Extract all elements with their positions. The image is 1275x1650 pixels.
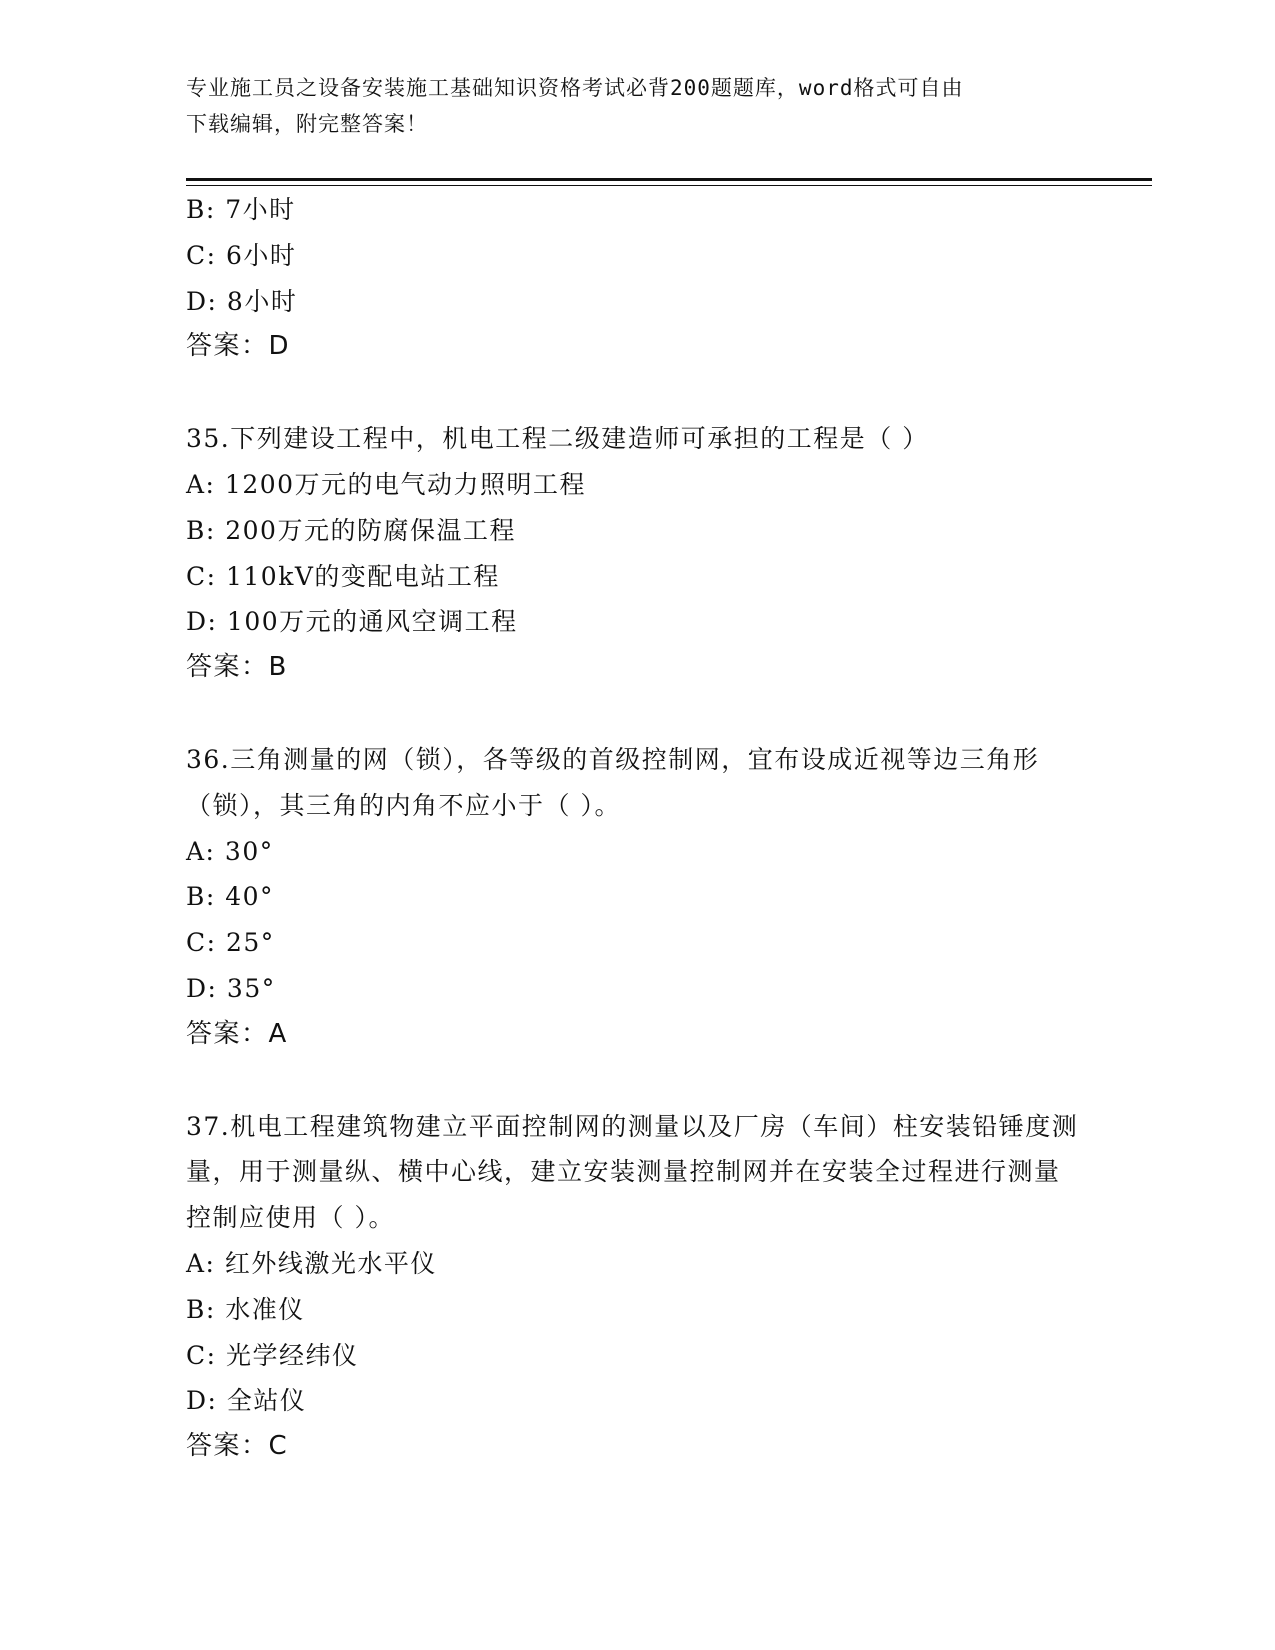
option-b: B: 7小时 — [186, 195, 296, 224]
question-block-35 — [186, 416, 1086, 691]
header-line-2: 下载编辑，附完整答案！ — [186, 112, 428, 136]
answer-line: 答案：A — [186, 1018, 288, 1049]
option-c: C: 光学经纬仪 — [186, 1340, 359, 1370]
option-d: D: 全站仪 — [186, 1386, 307, 1416]
option-b: B: 200万元的防腐保温工程 — [186, 515, 516, 545]
option-c: C: 25° — [186, 928, 275, 958]
header-divider-thick — [186, 178, 1152, 181]
question-block-previous — [186, 187, 1086, 370]
option-a: A: 1200万元的电气动力照明工程 — [186, 469, 587, 499]
option-b: B: 40° — [186, 882, 275, 912]
question-text: 37.机电工程建筑物建立平面控制网的测量以及厂房（车间）柱安装铅锤度测量，用于测量纵、横中心线，建立安装测量控制网并在安装全过程进行测量控制应使用（ ）。 — [186, 1111, 1079, 1233]
question-block-36 — [186, 737, 1086, 1058]
question-block-37 — [186, 1104, 1086, 1470]
option-d: D: 100万元的通风空调工程 — [186, 607, 518, 637]
header-divider-thin — [186, 185, 1152, 186]
question-list — [186, 187, 1086, 1470]
answer-line: 答案：D — [186, 331, 291, 362]
answer-line: 答案：C — [186, 1431, 289, 1462]
answer-line: 答案：B — [186, 652, 288, 683]
question-text: 35.下列建设工程中，机电工程二级建造师可承担的工程是（ ） — [186, 424, 929, 454]
option-a: A: 30° — [186, 836, 274, 866]
option-b: B: 水准仪 — [186, 1294, 305, 1324]
option-d: D: 8小时 — [186, 286, 298, 316]
header-line-1: 专业施工员之设备安装施工基础知识资格考试必背200题题库，word格式可自由 — [186, 76, 964, 100]
option-c: C: 110kV的变配电站工程 — [186, 561, 500, 591]
option-a: A: 红外线激光水平仪 — [186, 1248, 437, 1278]
option-c: C: 6小时 — [186, 240, 297, 270]
question-text: 36.三角测量的网（锁），各等级的首级控制网，宜布设成近视等边三角形（锁），其三角的内角不应小于（ ）。 — [186, 744, 1040, 820]
option-d: D: 35° — [186, 973, 276, 1003]
document-header — [186, 70, 1066, 142]
